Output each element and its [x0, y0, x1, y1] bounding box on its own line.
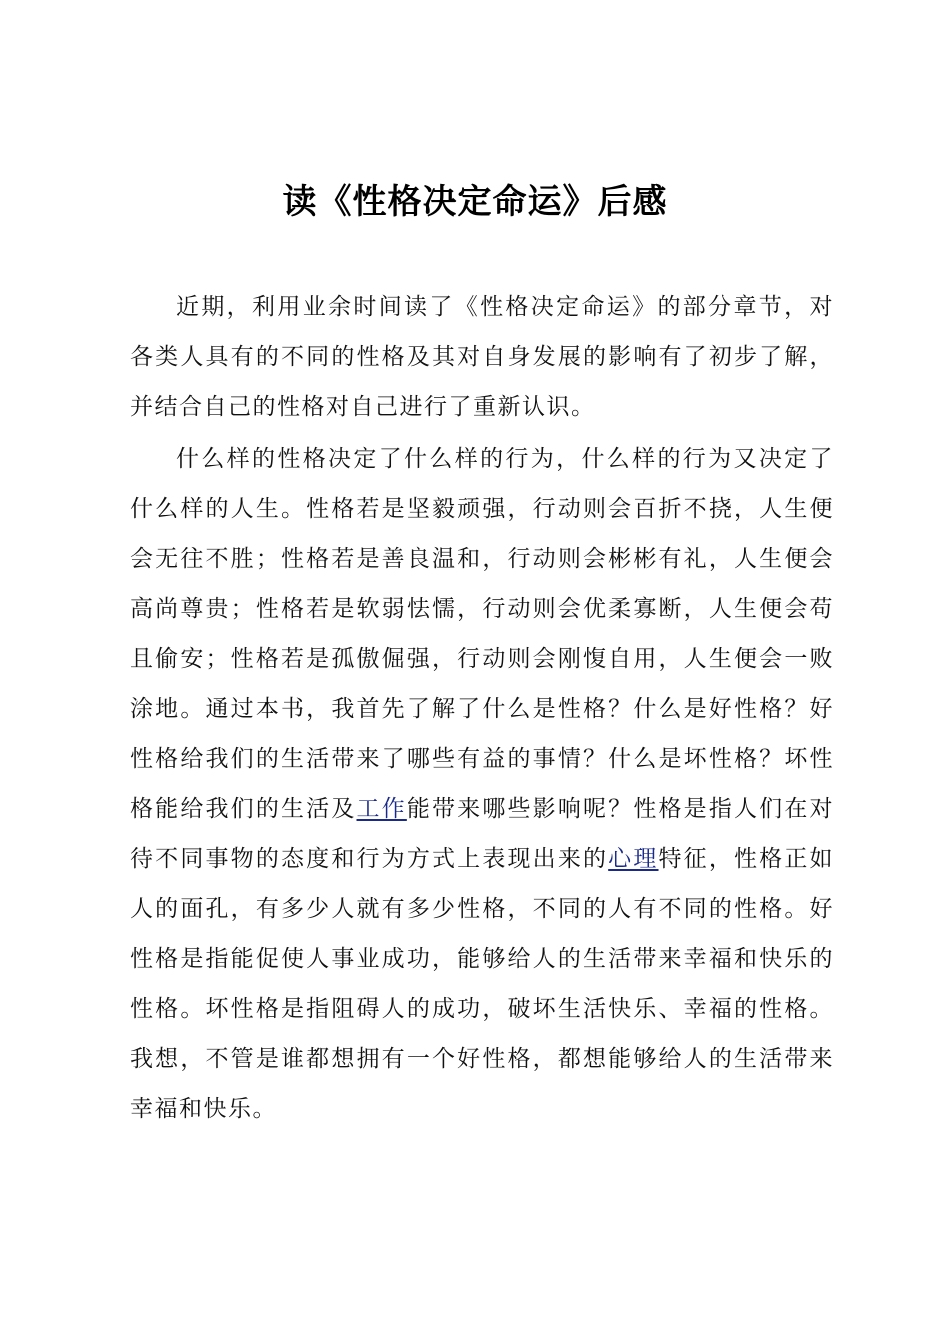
link-psychology[interactable]: 心理: [608, 846, 659, 872]
paragraph-1: 近期，利用业余时间读了《性格决定命运》的部分章节，对各类人具有的不同的性格及其对自身发展的影响有了初步了解，并结合自己的性格对自己进行了重新认识。: [130, 294, 834, 420]
paragraph-2-text-c: 特征，性格正如人的面孔，有多少人就有多少性格，不同的人有不同的性格。好性格是指能促使人事业成功，能够给人的生活带来幸福和快乐的性格。坏性格是指阻碍人的成功，破坏生活快乐、幸福的性格。我想，不管是谁都想拥有一个好性格，都想能够给人的生活带来幸福和快乐。: [130, 846, 835, 1122]
paragraph-2-text-b: 能带来哪些影响呢？性格是指人们在对待不同事物的态度和行为方式上表现出来的: [130, 796, 835, 872]
document-body: [130, 282, 834, 1134]
document-title: 读《性格决定命运》后感: [282, 182, 668, 222]
link-work[interactable]: 工作: [356, 796, 407, 822]
paragraph-2: [130, 434, 834, 1134]
paragraph-2-text-a: 什么样的性格决定了什么样的行为，什么样的行为又决定了什么样的人生。性格若是坚毅顽强，行动则会百折不挠，人生便会无往不胜；性格若是善良温和，行动则会彬彬有礼，人生便会高尚尊贵；性格若是软弱怯懦，行动则会优柔寡断，人生便会苟且偷安；性格若是孤傲倔强，行动则会刚愎自用，人生便会一败涂地。通过本书，我首先了解了什么是性格？什么是好性格？好性格给我们的生活带来了哪些有益的事情？什么是坏性格？坏性格能给我们的生活及: [130, 446, 834, 822]
